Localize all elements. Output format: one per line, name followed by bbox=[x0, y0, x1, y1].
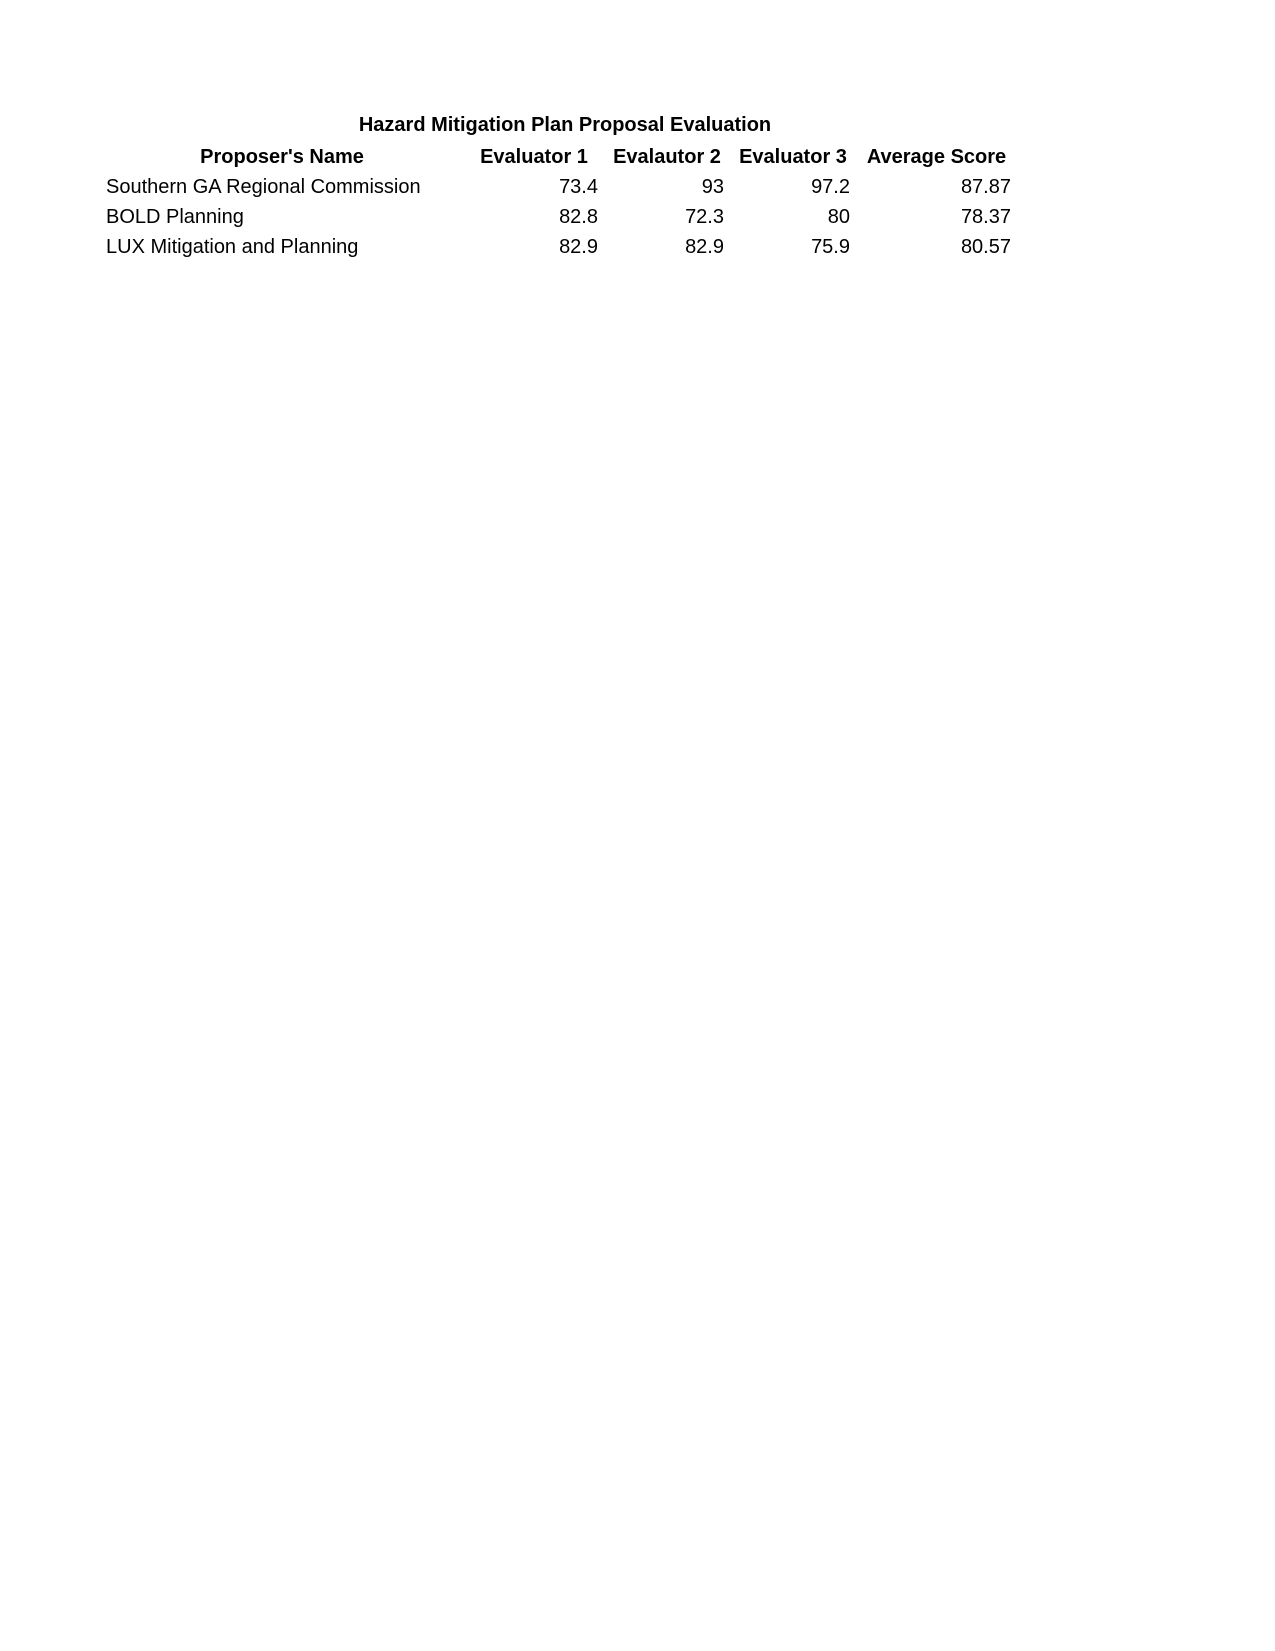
evaluator-1-score-cell: 82.9 bbox=[559, 236, 598, 258]
table-row bbox=[100, 202, 1017, 232]
document-title: Hazard Mitigation Plan Proposal Evaluation bbox=[358, 114, 772, 136]
average-score-cell: 80.57 bbox=[960, 236, 1011, 258]
evaluator-1-score-cell: 82.8 bbox=[559, 206, 598, 228]
average-score-cell: 87.87 bbox=[960, 176, 1011, 198]
average-score-cell: 78.37 bbox=[960, 206, 1011, 228]
proposer-name-cell: Southern GA Regional Commission bbox=[106, 176, 421, 198]
evaluator-2-score-cell: 82.9 bbox=[685, 236, 724, 258]
table-row bbox=[100, 232, 1017, 262]
proposer-name-cell: BOLD Planning bbox=[106, 206, 244, 228]
evaluator-3-score-cell: 97.2 bbox=[811, 176, 850, 198]
table-header-row bbox=[100, 142, 1017, 172]
header-evaluator-1: Evaluator 1 bbox=[480, 146, 588, 168]
header-evaluator-3: Evaluator 3 bbox=[739, 146, 847, 168]
evaluator-2-score-cell: 72.3 bbox=[685, 206, 724, 228]
header-evaluator-2: Evalautor 2 bbox=[613, 146, 721, 168]
evaluator-2-score-cell: 93 bbox=[701, 176, 724, 198]
header-proposer-name: Proposer's Name bbox=[200, 146, 364, 168]
evaluator-1-score-cell: 73.4 bbox=[559, 176, 598, 198]
table-row bbox=[100, 172, 1017, 202]
evaluation-table bbox=[100, 142, 1017, 262]
proposer-name-cell: LUX Mitigation and Planning bbox=[106, 236, 359, 258]
header-average-score: Average Score bbox=[866, 146, 1007, 168]
evaluator-3-score-cell: 80 bbox=[827, 206, 850, 228]
evaluator-3-score-cell: 75.9 bbox=[811, 236, 850, 258]
